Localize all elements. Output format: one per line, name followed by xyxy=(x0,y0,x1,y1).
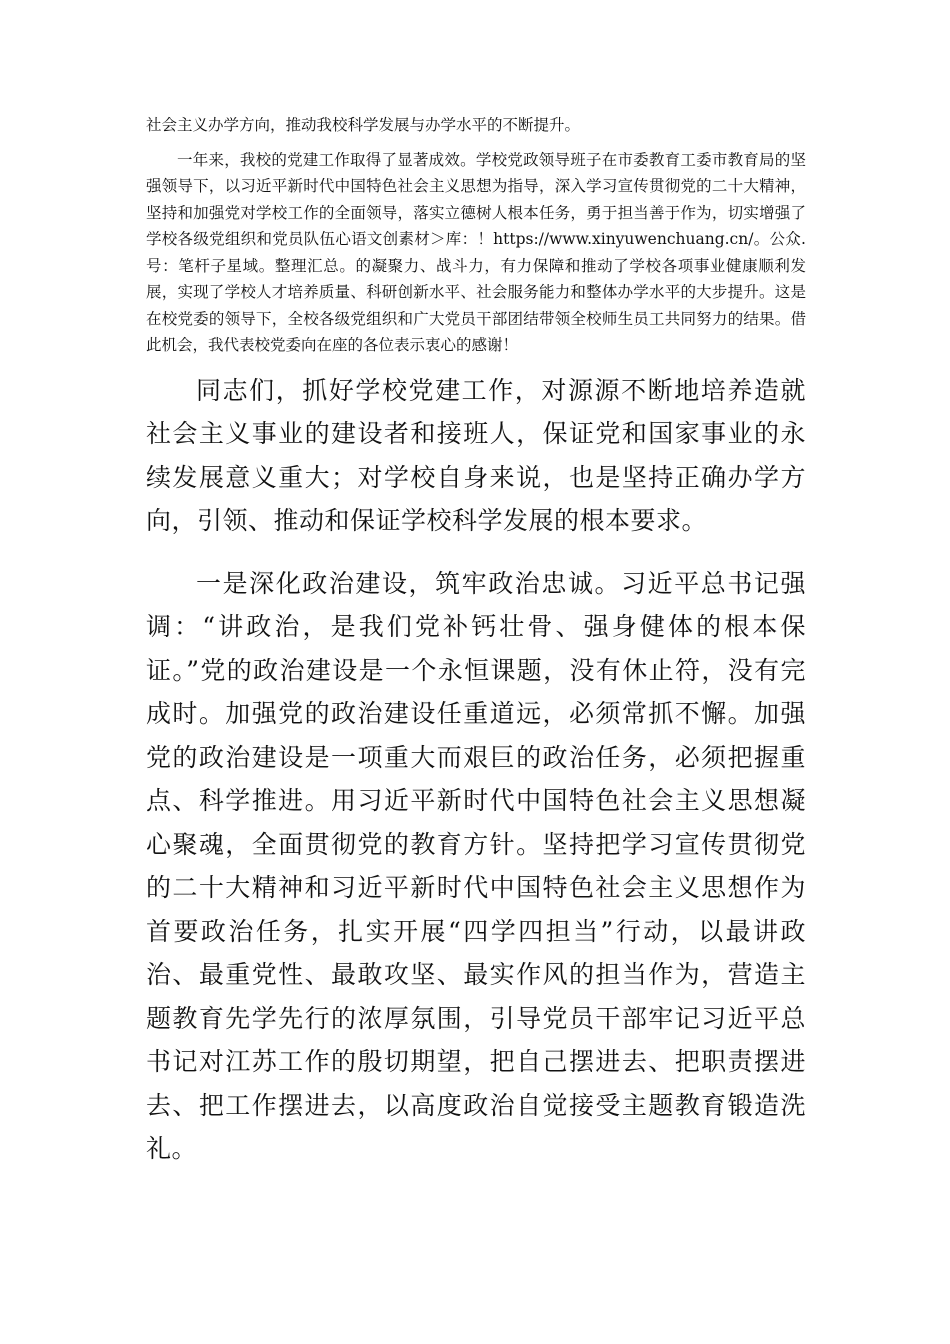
document-page xyxy=(146,112,806,1171)
paragraph-significance: 同志们，抓好学校党建工作，对源源不断地培养造就社会主义事业的建设者和接班人，保证党和国家事业的永续发展意义重大；对学校自身来说，也是坚持正确办学方向，引领、推动和保证学校科学发展的根本要求。 xyxy=(146,375,806,535)
paragraph-continuation: 社会主义办学方向，推动我校科学发展与办学水平的不断提升。 xyxy=(146,116,581,134)
paragraph-achievements: 一年来，我校的党建工作取得了显著成效。学校党政领导班子在市委教育工委市教育局的坚强领导下，以习近平新时代中国特色社会主义思想为指导，深入学习宣传贯彻党的二十大精神，坚持和加强党对学校工作的全面领导，落实立德树人根本任务，勇于担当善于作为，切实增强了学校各级党组织和党员队伍心语文创素材＞库：！https://www.xinyuwenchuang.cn/。公众.号：笔杆子星域。整理汇总。的凝聚力、战斗力，有力保障和推动了学校各项事业健康顺利发展，实现了学校人才培养质量、科研创新水平、社会服务能力和整体办学水平的大步提升。这是在校党委的领导下，全校各级党组织和广大党员干部团结带领全校师生员工共同努力的结果。借此机会，我代表校党委向在座的各位表示衷心的感谢！ xyxy=(146,150,806,354)
paragraph-political-construction: 一是深化政治建设，筑牢政治忠诚。习近平总书记强调：“讲政治，是我们党补钙壮骨、强身健体的根本保证。”党的政治建设是一个永恒课题，没有休止符，没有完成时。加强党的政治建设任重道远，必须常抓不懈。加强党的政治建设是一项重大而艰巨的政治任务，必须把握重点、科学推进。用习近平新时代中国特色社会主义思想凝心聚魂，全面贯彻党的教育方针。坚持把学习宣传贯彻党的二十大精神和习近平新时代中国特色社会主义思想作为首要政治任务，扎实开展“四学四担当”行动，以最讲政治、最重党性、最敢攻坚、最实作风的担当作为，营造主题教育先学先行的浓厚氛围，引导党员干部牢记习近平总书记对江苏工作的殷切期望，把自己摆进去、把职责摆进去、把工作摆进去，以高度政治自觉接受主题教育锻造洗礼。 xyxy=(146,568,806,1163)
